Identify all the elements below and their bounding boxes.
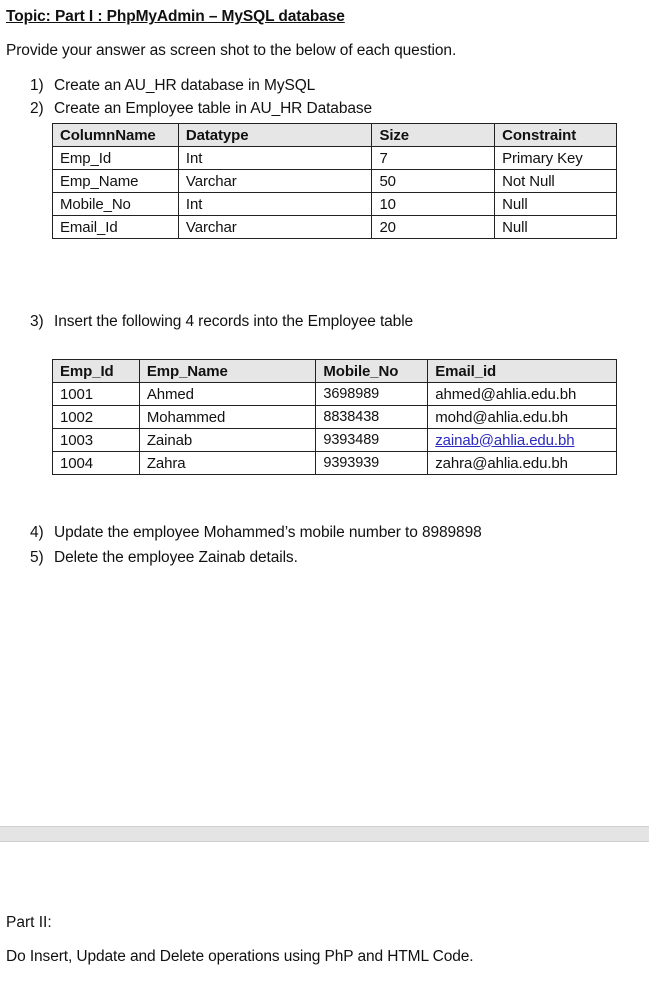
part2-title: Part II: bbox=[6, 914, 52, 931]
header-cell: Email_id bbox=[428, 360, 617, 383]
table-cell: Int bbox=[178, 193, 372, 216]
table-cell: mohd@ahlia.edu.bh bbox=[428, 406, 617, 429]
table-cell: Zainab bbox=[139, 429, 316, 452]
question-text: Delete the employee Zainab details. bbox=[54, 549, 298, 566]
table-cell: Not Null bbox=[495, 170, 617, 193]
question-text: Create an AU_HR database in MySQL bbox=[54, 77, 316, 94]
table-cell: Primary Key bbox=[495, 147, 617, 170]
question-number: 3) bbox=[30, 313, 44, 330]
table-cell bbox=[428, 429, 617, 452]
question-text: Create an Employee table in AU_HR Database bbox=[54, 100, 373, 117]
instructions-text: Provide your answer as screen shot to the below of each question. bbox=[6, 42, 457, 59]
table-cell: Null bbox=[495, 216, 617, 239]
table-cell: Varchar bbox=[178, 216, 372, 239]
table-cell: Int bbox=[178, 147, 372, 170]
table-cell: 7 bbox=[372, 147, 495, 170]
table-cell: 1001 bbox=[53, 383, 140, 406]
table-row bbox=[53, 406, 617, 429]
part2-description: Do Insert, Update and Delete operations using PhP and HTML Code. bbox=[6, 948, 474, 965]
table-cell: zahra@ahlia.edu.bh bbox=[428, 452, 617, 475]
employee-records-table bbox=[52, 359, 617, 475]
question-2 bbox=[30, 100, 372, 118]
table-cell: 8838438 bbox=[316, 406, 428, 429]
table-row bbox=[53, 170, 617, 193]
employee-schema-table bbox=[52, 123, 617, 239]
table-cell: 20 bbox=[372, 216, 495, 239]
question-3 bbox=[30, 313, 413, 331]
table-row bbox=[53, 452, 617, 475]
table-cell: Mohammed bbox=[139, 406, 316, 429]
table-row bbox=[53, 216, 617, 239]
table-cell: Zahra bbox=[139, 452, 316, 475]
question-5 bbox=[30, 549, 298, 567]
question-text: Update the employee Mohammed’s mobile number to 8989898 bbox=[54, 524, 482, 541]
table-cell: Emp_Id bbox=[53, 147, 179, 170]
table-cell: Ahmed bbox=[139, 383, 316, 406]
header-cell: Mobile_No bbox=[316, 360, 428, 383]
table-cell: Varchar bbox=[178, 170, 372, 193]
table-row bbox=[53, 383, 617, 406]
email-link[interactable]: zainab@ahlia.edu.bh bbox=[435, 431, 575, 449]
table-cell: Null bbox=[495, 193, 617, 216]
header-cell: Size bbox=[372, 124, 495, 147]
table-cell: 10 bbox=[372, 193, 495, 216]
table-header-row bbox=[53, 360, 617, 383]
table-cell: Emp_Name bbox=[53, 170, 179, 193]
question-number: 1) bbox=[30, 77, 44, 94]
table-header-row bbox=[53, 124, 617, 147]
table-cell: 9393489 bbox=[316, 429, 428, 452]
table-cell: Mobile_No bbox=[53, 193, 179, 216]
page-separator bbox=[0, 826, 649, 842]
table-cell: 1004 bbox=[53, 452, 140, 475]
header-cell: Datatype bbox=[178, 124, 372, 147]
header-cell: ColumnName bbox=[53, 124, 179, 147]
question-number: 4) bbox=[30, 524, 44, 541]
header-cell: Constraint bbox=[495, 124, 617, 147]
question-4 bbox=[30, 524, 482, 542]
table-row bbox=[53, 429, 617, 452]
question-number: 2) bbox=[30, 100, 44, 117]
table-row bbox=[53, 193, 617, 216]
topic-heading: Topic: Part I : PhpMyAdmin – MySQL database bbox=[6, 8, 345, 25]
table-cell: 1002 bbox=[53, 406, 140, 429]
question-1 bbox=[30, 77, 315, 95]
question-number: 5) bbox=[30, 549, 44, 566]
table-cell: 3698989 bbox=[316, 383, 428, 406]
table-row bbox=[53, 147, 617, 170]
table-cell: 9393939 bbox=[316, 452, 428, 475]
table-cell: ahmed@ahlia.edu.bh bbox=[428, 383, 617, 406]
table-cell: 50 bbox=[372, 170, 495, 193]
table-cell: 1003 bbox=[53, 429, 140, 452]
table-cell: Email_Id bbox=[53, 216, 179, 239]
question-text: Insert the following 4 records into the Employee table bbox=[54, 313, 414, 330]
header-cell: Emp_Id bbox=[53, 360, 140, 383]
header-cell: Emp_Name bbox=[139, 360, 316, 383]
